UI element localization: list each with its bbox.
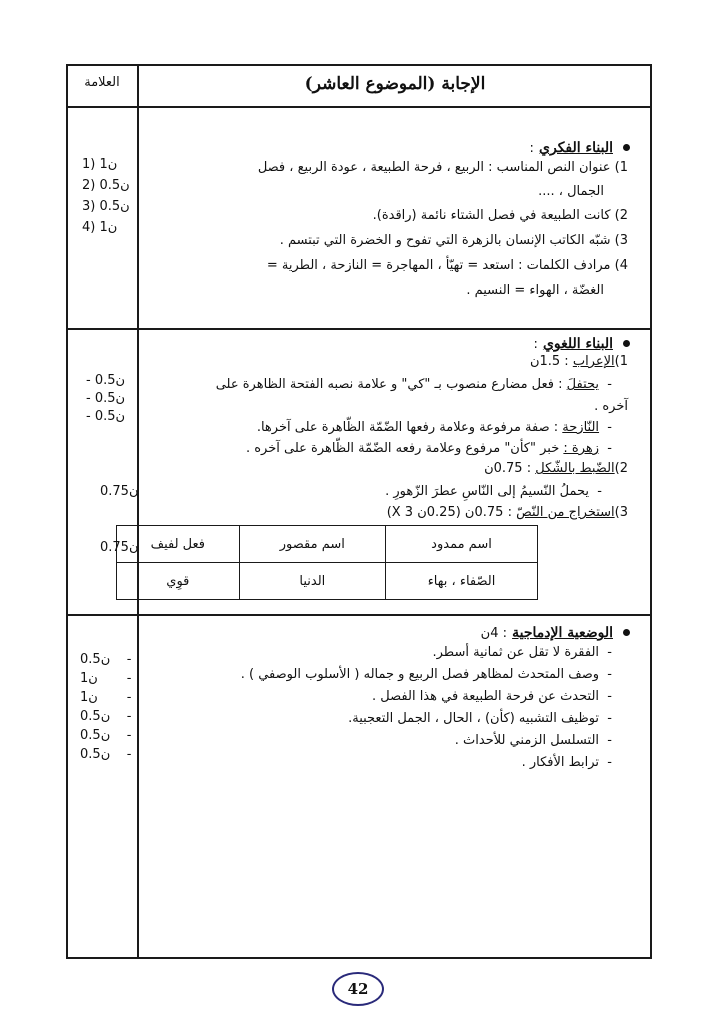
- table-row: [117, 563, 538, 600]
- list-item: - التحدث عن فرحة الطبيعة في هذا الفصل .: [372, 689, 612, 704]
- section-divider-1: [68, 328, 650, 330]
- list-item: - وصف المتحدث لمظاهر فصل الربيع و جماله ( الأسلوب الوصفي ) .: [240, 667, 612, 682]
- dabt-heading: 2)الضّبط بالشّكل : 0.75ن: [484, 461, 628, 476]
- table-header-cell: اسم ممدود: [386, 526, 538, 563]
- mark-value: 0.5ن -: [80, 652, 132, 667]
- table-header-cell: اسم مقصور: [239, 526, 385, 563]
- intellectual-line-1: 1) عنوان النص المناسب : الربيع ، فرحة الطبيعة ، عودة الربيع ، فصل: [257, 160, 628, 175]
- i3rab-item-2: - النّازحة : صفة مرفوعة وعلامة رفعها الضّمّة الظّاهرة على آخرها.: [256, 420, 612, 435]
- marks-column-divider: [137, 66, 139, 957]
- i3rab-item-3: - زهرة : خبر "كأن" مرفوع وعلامة رفعه الضّمّة الظّاهرة على آخره .: [245, 441, 612, 456]
- bullet-icon: [623, 340, 630, 347]
- bullet-icon: [623, 629, 630, 636]
- intellectual-line-1-cont: الجمال ، ....: [538, 184, 604, 199]
- dabt-mark: 0.75ن: [100, 484, 139, 499]
- section-divider-2: [68, 614, 650, 616]
- page-number: 42: [332, 972, 384, 1006]
- integration-heading: الوضعية الإدماجية : 4ن: [481, 622, 630, 641]
- mark-value: 2) 0.5ن: [82, 178, 130, 193]
- table-cell: قوِي: [117, 563, 240, 600]
- intellectual-marks: [82, 154, 130, 238]
- list-item: - التسلسل الزمني للأحداث .: [454, 733, 612, 748]
- i3rab-heading: 1)الإعراب : 1.5ن: [529, 354, 628, 369]
- bullet-icon: [623, 144, 630, 151]
- mark-value: 0.5ن -: [80, 728, 132, 743]
- answer-title: الإجابة (الموضوع العاشر): [304, 74, 486, 94]
- i3rab-item-1-cont: آخره .: [594, 399, 628, 414]
- integration-criteria: [241, 642, 612, 774]
- table-cell: الدنيا: [239, 563, 385, 600]
- mark-value: - 0.5ن: [86, 409, 126, 424]
- intellectual-line-4-cont: الغضّة ، الهواء = النسيم .: [466, 283, 604, 298]
- marks-column-header: العلامة: [84, 75, 120, 90]
- mark-value: 1ن -: [80, 690, 132, 705]
- intellectual-line-2: 2) كانت الطبيعة في فصل الشتاء نائمة (راقدة).: [372, 208, 628, 223]
- extract-mark: 0.75ن: [100, 540, 139, 555]
- extraction-table: [116, 525, 538, 600]
- extract-heading: 3)استخراج من النّصّ : 0.75ن (0.25ن X 3): [386, 505, 628, 520]
- mark-value: 1) 1ن: [82, 157, 118, 172]
- table-cell: الصّفاء ، بهاء: [386, 563, 538, 600]
- list-item: - ترابط الأفكار .: [521, 755, 612, 770]
- i3rab-item-1: - يحتفلَ : فعل مضارع منصوب بـ "كي" و علامة نصبه الفتحة الظاهرة على: [215, 377, 612, 392]
- mark-value: - 0.5ن: [86, 373, 126, 388]
- list-item: - الفقرة لا تقل عن ثمانية أسطر.: [432, 645, 612, 660]
- dabt-line: - يحملُ النّسيمُ إلى النّاسِ عطرَ الزّهورِ .: [385, 484, 602, 499]
- integration-marks: [80, 650, 131, 764]
- linguistic-heading: البناء اللغوي :: [533, 333, 630, 352]
- intellectual-heading: البناء الفكري :: [530, 137, 630, 156]
- mark-value: 1ن -: [80, 671, 132, 686]
- intellectual-line-4: 4) مرادف الكلمات : استعد = تهيّأ ، المهاجرة = النازحة ، الطرية =: [266, 258, 628, 273]
- mark-value: - 0.5ن: [86, 391, 126, 406]
- table-row: [117, 526, 538, 563]
- mark-value: 3) 0.5ن: [82, 199, 130, 214]
- mark-value: 4) 1ن: [82, 220, 118, 235]
- header-divider: [68, 106, 650, 108]
- mark-value: 0.5ن -: [80, 747, 132, 762]
- i3rab-marks: [86, 372, 125, 426]
- list-item: - توظيف التشبيه (كأن) ، الحال ، الجمل التعجبية.: [348, 711, 612, 726]
- table-header-cell: فعل لفيف: [117, 526, 240, 563]
- mark-value: 0.5ن -: [80, 709, 132, 724]
- intellectual-line-3: 3) شبّه الكاتب الإنسان بالزهرة التي تفوح و الخضرة التي تبتسم .: [279, 233, 628, 248]
